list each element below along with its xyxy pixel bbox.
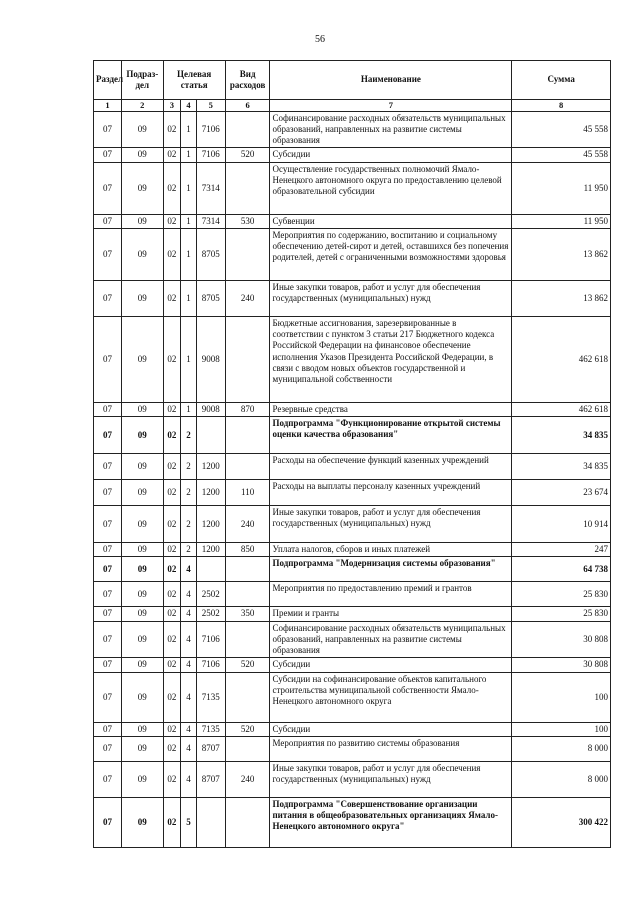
cell-summa: 10 914 (512, 506, 611, 543)
cell-vid-rashodov (225, 582, 270, 607)
cell-summa: 64 738 (512, 557, 611, 582)
cell-celevaya-2: 4 (181, 621, 197, 658)
cell-celevaya-2: 2 (181, 454, 197, 480)
table-row (94, 736, 611, 761)
column-number: 6 (225, 100, 270, 112)
table-row (94, 454, 611, 480)
cell-summa: 13 862 (512, 228, 611, 280)
cell-razdel: 07 (94, 582, 122, 607)
cell-celevaya-2: 1 (181, 402, 197, 416)
table-row (94, 162, 611, 214)
table-row (94, 672, 611, 722)
cell-summa: 45 558 (512, 148, 611, 162)
cell-celevaya-1: 02 (163, 761, 181, 797)
cell-celevaya-3: 7314 (196, 214, 225, 228)
cell-razdel: 07 (94, 162, 122, 214)
cell-celevaya-1: 02 (163, 582, 181, 607)
cell-naimenovanie: Осуществление государственных полномочий Ямало-Ненецкого автономного округа по предоставлению целевой образовательной субсидии (270, 162, 512, 214)
cell-naimenovanie: Иные закупки товаров, работ и услуг для обеспечения государственных (муниципальных) нужд (270, 761, 512, 797)
cell-vid-rashodov: 240 (225, 761, 270, 797)
cell-naimenovanie: Бюджетные ассигнования, зарезервированные в соответствии с пунктом 3 статьи 217 Бюджетного кодекса Российской Федерации на финансовое обеспечение исполнения Указов Президента Российской Федерации, в связи с вводом новых объектов государственной и муниципальной собственности (270, 316, 512, 402)
cell-celevaya-2: 1 (181, 162, 197, 214)
cell-naimenovanie: Софинансирование расходных обязательств муниципальных образований, направленных на развитие системы образования (270, 621, 512, 658)
cell-razdel: 07 (94, 621, 122, 658)
cell-summa: 34 835 (512, 417, 611, 454)
cell-naimenovanie: Мероприятия по содержанию, воспитанию и социальному обеспечению детей-сирот и детей, оставшихся без попечения родителей, детей с ограниченными возможностями здоровья (270, 228, 512, 280)
cell-summa: 30 808 (512, 658, 611, 672)
cell-summa: 25 830 (512, 607, 611, 621)
cell-naimenovanie: Иные закупки товаров, работ и услуг для обеспечения государственных (муниципальных) нужд (270, 280, 512, 316)
cell-podrazdel: 09 (122, 402, 164, 416)
cell-podrazdel: 09 (122, 761, 164, 797)
cell-celevaya-1: 02 (163, 280, 181, 316)
column-number: 8 (512, 100, 611, 112)
cell-vid-rashodov (225, 111, 270, 148)
cell-summa: 462 618 (512, 316, 611, 402)
cell-podrazdel: 09 (122, 480, 164, 506)
cell-podrazdel: 09 (122, 214, 164, 228)
cell-vid-rashodov: 520 (225, 148, 270, 162)
cell-naimenovanie: Премии и гранты (270, 607, 512, 621)
cell-razdel: 07 (94, 148, 122, 162)
cell-vid-rashodov (225, 417, 270, 454)
cell-summa: 34 835 (512, 454, 611, 480)
table-row (94, 797, 611, 847)
cell-celevaya-2: 1 (181, 228, 197, 280)
cell-celevaya-3: 9008 (196, 402, 225, 416)
cell-celevaya-2: 2 (181, 417, 197, 454)
column-number: 5 (196, 100, 225, 112)
table-row (94, 316, 611, 402)
cell-razdel: 07 (94, 316, 122, 402)
cell-celevaya-1: 02 (163, 228, 181, 280)
cell-podrazdel: 09 (122, 722, 164, 736)
cell-summa: 247 (512, 543, 611, 557)
cell-celevaya-3: 1200 (196, 454, 225, 480)
cell-podrazdel: 09 (122, 736, 164, 761)
cell-podrazdel: 09 (122, 162, 164, 214)
header-celevaya-statya: Целевая статья (163, 61, 225, 100)
cell-celevaya-1: 02 (163, 736, 181, 761)
cell-vid-rashodov (225, 316, 270, 402)
cell-vid-rashodov: 350 (225, 607, 270, 621)
cell-podrazdel: 09 (122, 607, 164, 621)
cell-celevaya-2: 4 (181, 658, 197, 672)
column-number: 7 (270, 100, 512, 112)
cell-razdel: 07 (94, 506, 122, 543)
cell-celevaya-3: 1200 (196, 543, 225, 557)
header-vid-rashodov: Вид расходов (225, 61, 270, 100)
cell-naimenovanie: Подпрограмма "Совершенствование организации питания в общеобразовательных организациях Ямало-Ненецкого автономного округа" (270, 797, 512, 847)
cell-podrazdel: 09 (122, 672, 164, 722)
cell-summa: 25 830 (512, 582, 611, 607)
cell-celevaya-2: 4 (181, 557, 197, 582)
cell-celevaya-2: 1 (181, 111, 197, 148)
cell-summa: 11 950 (512, 214, 611, 228)
cell-celevaya-3: 1200 (196, 480, 225, 506)
cell-vid-rashodov (225, 228, 270, 280)
table-row (94, 506, 611, 543)
cell-celevaya-1: 02 (163, 162, 181, 214)
cell-razdel: 07 (94, 280, 122, 316)
header-razdel: Раздел (94, 61, 122, 100)
cell-celevaya-1: 02 (163, 557, 181, 582)
cell-naimenovanie: Субсидии (270, 658, 512, 672)
cell-celevaya-3: 2502 (196, 607, 225, 621)
cell-razdel: 07 (94, 761, 122, 797)
cell-vid-rashodov: 870 (225, 402, 270, 416)
table-row (94, 621, 611, 658)
cell-celevaya-3: 8707 (196, 736, 225, 761)
cell-summa: 30 808 (512, 621, 611, 658)
table-row (94, 111, 611, 148)
cell-celevaya-3: 7135 (196, 722, 225, 736)
cell-celevaya-1: 02 (163, 316, 181, 402)
cell-razdel: 07 (94, 454, 122, 480)
cell-celevaya-3 (196, 557, 225, 582)
cell-celevaya-1: 02 (163, 658, 181, 672)
cell-celevaya-1: 02 (163, 454, 181, 480)
table-row (94, 148, 611, 162)
cell-naimenovanie: Подпрограмма "Модернизация системы образования" (270, 557, 512, 582)
cell-summa: 13 862 (512, 280, 611, 316)
cell-celevaya-2: 1 (181, 148, 197, 162)
cell-vid-rashodov (225, 736, 270, 761)
cell-vid-rashodov: 530 (225, 214, 270, 228)
cell-naimenovanie: Мероприятия по предоставлению премий и грантов (270, 582, 512, 607)
cell-celevaya-3: 8705 (196, 280, 225, 316)
cell-celevaya-3: 7314 (196, 162, 225, 214)
cell-podrazdel: 09 (122, 658, 164, 672)
cell-celevaya-1: 02 (163, 607, 181, 621)
cell-celevaya-3 (196, 797, 225, 847)
cell-vid-rashodov (225, 162, 270, 214)
cell-naimenovanie: Софинансирование расходных обязательств муниципальных образований, направленных на развитие системы образования (270, 111, 512, 148)
cell-naimenovanie: Субсидии (270, 148, 512, 162)
cell-celevaya-2: 5 (181, 797, 197, 847)
header-row (94, 61, 611, 100)
cell-celevaya-3: 8707 (196, 761, 225, 797)
page-number: 56 (315, 34, 325, 45)
cell-vid-rashodov: 110 (225, 480, 270, 506)
cell-podrazdel: 09 (122, 228, 164, 280)
cell-celevaya-1: 02 (163, 111, 181, 148)
cell-celevaya-3: 2502 (196, 582, 225, 607)
cell-naimenovanie: Уплата налогов, сборов и иных платежей (270, 543, 512, 557)
cell-podrazdel: 09 (122, 316, 164, 402)
cell-vid-rashodov (225, 454, 270, 480)
cell-celevaya-1: 02 (163, 621, 181, 658)
cell-celevaya-2: 4 (181, 672, 197, 722)
cell-razdel: 07 (94, 607, 122, 621)
cell-celevaya-2: 2 (181, 543, 197, 557)
cell-celevaya-3: 7106 (196, 111, 225, 148)
cell-naimenovanie: Мероприятия по развитию системы образования (270, 736, 512, 761)
cell-vid-rashodov: 520 (225, 722, 270, 736)
cell-naimenovanie: Резервные средства (270, 402, 512, 416)
header-summa: Сумма (512, 61, 611, 100)
cell-celevaya-3: 7106 (196, 148, 225, 162)
cell-celevaya-2: 4 (181, 736, 197, 761)
cell-celevaya-2: 4 (181, 761, 197, 797)
cell-podrazdel: 09 (122, 148, 164, 162)
cell-celevaya-3: 1200 (196, 506, 225, 543)
cell-summa: 23 674 (512, 480, 611, 506)
cell-naimenovanie: Субсидии (270, 722, 512, 736)
table-row (94, 214, 611, 228)
header-naimenovanie: Наименование (270, 61, 512, 100)
cell-naimenovanie: Подпрограмма "Функционирование открытой системы оценки качества образования" (270, 417, 512, 454)
cell-podrazdel: 09 (122, 280, 164, 316)
cell-celevaya-2: 1 (181, 280, 197, 316)
cell-razdel: 07 (94, 722, 122, 736)
cell-celevaya-3: 8705 (196, 228, 225, 280)
cell-summa: 11 950 (512, 162, 611, 214)
cell-summa: 8 000 (512, 736, 611, 761)
cell-celevaya-2: 4 (181, 607, 197, 621)
cell-razdel: 07 (94, 672, 122, 722)
column-number: 2 (122, 100, 164, 112)
table-row (94, 557, 611, 582)
table-row (94, 761, 611, 797)
cell-razdel: 07 (94, 480, 122, 506)
column-number: 3 (163, 100, 181, 112)
cell-celevaya-1: 02 (163, 214, 181, 228)
table-row (94, 543, 611, 557)
cell-celevaya-1: 02 (163, 797, 181, 847)
cell-vid-rashodov: 520 (225, 658, 270, 672)
cell-summa: 100 (512, 672, 611, 722)
cell-razdel: 07 (94, 797, 122, 847)
cell-naimenovanie: Субвенции (270, 214, 512, 228)
cell-podrazdel: 09 (122, 543, 164, 557)
cell-summa: 300 422 (512, 797, 611, 847)
cell-razdel: 07 (94, 736, 122, 761)
cell-vid-rashodov (225, 621, 270, 658)
cell-podrazdel: 09 (122, 454, 164, 480)
cell-summa: 462 618 (512, 402, 611, 416)
cell-celevaya-1: 02 (163, 417, 181, 454)
cell-celevaya-1: 02 (163, 480, 181, 506)
cell-celevaya-1: 02 (163, 402, 181, 416)
cell-celevaya-3: 9008 (196, 316, 225, 402)
column-number-row (94, 100, 611, 112)
cell-podrazdel: 09 (122, 111, 164, 148)
table-row (94, 417, 611, 454)
cell-celevaya-3 (196, 417, 225, 454)
budget-table (93, 60, 611, 848)
cell-celevaya-2: 4 (181, 722, 197, 736)
cell-summa: 100 (512, 722, 611, 736)
table-row (94, 228, 611, 280)
cell-celevaya-2: 1 (181, 214, 197, 228)
column-number: 4 (181, 100, 197, 112)
cell-celevaya-1: 02 (163, 506, 181, 543)
cell-vid-rashodov: 240 (225, 506, 270, 543)
cell-razdel: 07 (94, 658, 122, 672)
cell-celevaya-2: 4 (181, 582, 197, 607)
cell-vid-rashodov: 850 (225, 543, 270, 557)
table-row (94, 480, 611, 506)
cell-naimenovanie: Расходы на выплаты персоналу казенных учреждений (270, 480, 512, 506)
table-row (94, 658, 611, 672)
cell-celevaya-2: 2 (181, 506, 197, 543)
cell-celevaya-1: 02 (163, 722, 181, 736)
cell-celevaya-1: 02 (163, 148, 181, 162)
cell-podrazdel: 09 (122, 621, 164, 658)
cell-naimenovanie: Субсидии на софинансирование объектов капитального строительства муниципальной собственности Ямало-Ненецкого автономного округа (270, 672, 512, 722)
cell-podrazdel: 09 (122, 506, 164, 543)
cell-razdel: 07 (94, 214, 122, 228)
cell-naimenovanie: Иные закупки товаров, работ и услуг для обеспечения государственных (муниципальных) нужд (270, 506, 512, 543)
cell-celevaya-3: 7106 (196, 658, 225, 672)
cell-celevaya-2: 2 (181, 480, 197, 506)
cell-razdel: 07 (94, 228, 122, 280)
cell-vid-rashodov: 240 (225, 280, 270, 316)
cell-summa: 45 558 (512, 111, 611, 148)
cell-razdel: 07 (94, 557, 122, 582)
cell-vid-rashodov (225, 797, 270, 847)
cell-celevaya-3: 7135 (196, 672, 225, 722)
header-podrazdel: Подраз-дел (122, 61, 164, 100)
column-number: 1 (94, 100, 122, 112)
cell-podrazdel: 09 (122, 797, 164, 847)
cell-podrazdel: 09 (122, 557, 164, 582)
table-row (94, 722, 611, 736)
cell-celevaya-1: 02 (163, 543, 181, 557)
cell-celevaya-1: 02 (163, 672, 181, 722)
cell-summa: 8 000 (512, 761, 611, 797)
cell-vid-rashodov (225, 557, 270, 582)
cell-naimenovanie: Расходы на обеспечение функций казенных учреждений (270, 454, 512, 480)
cell-razdel: 07 (94, 111, 122, 148)
cell-celevaya-3: 7106 (196, 621, 225, 658)
table-row (94, 607, 611, 621)
cell-razdel: 07 (94, 402, 122, 416)
cell-podrazdel: 09 (122, 582, 164, 607)
cell-podrazdel: 09 (122, 417, 164, 454)
cell-razdel: 07 (94, 543, 122, 557)
table-row (94, 280, 611, 316)
table-row (94, 402, 611, 416)
cell-celevaya-2: 1 (181, 316, 197, 402)
cell-razdel: 07 (94, 417, 122, 454)
cell-vid-rashodov (225, 672, 270, 722)
table-row (94, 582, 611, 607)
